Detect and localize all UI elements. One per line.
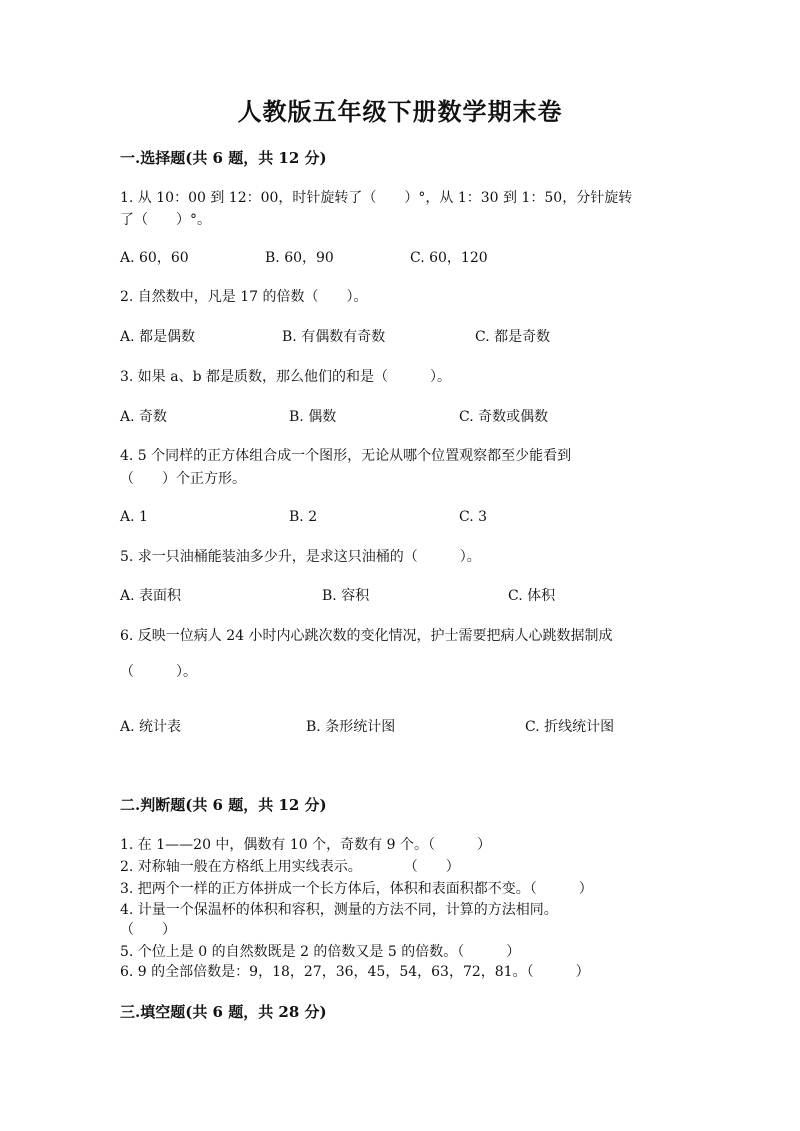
option-c: C. 都是奇数 <box>475 329 551 345</box>
question-5-line-1: 5. 求一只油桶能装油多少升，是求这只油桶的（ ）。 <box>120 549 481 565</box>
option-a: A. 统计表 <box>120 719 182 735</box>
option-b: B. 60，90 <box>265 250 334 266</box>
option-a: A. 1 <box>120 509 148 525</box>
section-heading-fill-in: 三.填空题(共 6 题，共 28 分) <box>120 1003 327 1021</box>
question-2-line-1: 2. 自然数中，凡是 17 的倍数（ ）。 <box>120 289 368 305</box>
option-c: C. 折线统计图 <box>525 719 615 735</box>
question-6-line-1: 6. 反映一位病人 24 小时内心跳次数的变化情况，护士需要把病人心跳数据制成 <box>120 628 613 644</box>
option-b: B. 条形统计图 <box>306 719 396 735</box>
judgement-item-2: 2. 对称轴一般在方格纸上用实线表示。 （ ） <box>120 859 460 875</box>
option-c: C. 60，120 <box>410 250 488 266</box>
option-b: B. 有偶数有奇数 <box>282 329 386 345</box>
question-6-line-2: （ ）。 <box>120 664 197 680</box>
question-3-options <box>120 406 720 428</box>
option-a: A. 60，60 <box>120 250 189 266</box>
judgement-item-5: 5. 个位上是 0 的自然数既是 2 的倍数又是 5 的倍数。（ ） <box>120 944 521 960</box>
question-4-line-1: 4. 5 个同样的正方体组合成一个图形，无论从哪个位置观察都至少能看到 <box>120 448 572 464</box>
option-a: A. 奇数 <box>120 409 168 425</box>
section-heading-judgement: 二.判断题(共 6 题，共 12 分) <box>120 796 327 814</box>
option-a: A. 表面积 <box>120 588 182 604</box>
judgement-item-1: 1. 在 1——20 中，偶数有 10 个，奇数有 9 个。（ ） <box>120 837 491 853</box>
option-b: B. 容积 <box>322 588 370 604</box>
judgement-item-3: 3. 把两个一样的正方体拼成一个长方体后，体积和表面积都不变。（ ） <box>120 881 593 897</box>
question-4-line-2: （ ）个正方形。 <box>120 471 246 487</box>
question-1-options <box>120 247 720 269</box>
judgement-item-6: 6. 9 的全部倍数是：9，18，27，36，45，54，63，72，81。（ ） <box>120 964 590 980</box>
question-2-options <box>120 326 720 348</box>
option-b: B. 2 <box>289 509 318 525</box>
option-a: A. 都是偶数 <box>120 329 196 345</box>
question-4-options <box>120 506 720 528</box>
option-c: C. 奇数或偶数 <box>459 409 549 425</box>
question-5-options <box>120 585 720 607</box>
question-6-options <box>120 716 720 738</box>
option-b: B. 偶数 <box>289 409 337 425</box>
option-c: C. 体积 <box>508 588 556 604</box>
judgement-item-4-blank: （ ） <box>120 922 176 938</box>
judgement-item-4: 4. 计量一个保温杯的体积和容积，测量的方法不同，计算的方法相同。 <box>120 902 558 918</box>
section-heading-choice: 一.选择题(共 6 题，共 12 分) <box>120 149 327 167</box>
option-c: C. 3 <box>459 509 488 525</box>
question-1-line-2: 了（ ）°。 <box>120 212 211 228</box>
question-1-line-1: 1. 从 10：00 到 12：00，时针旋转了（ ）°，从 1：30 到 1：50，分针旋转 <box>120 190 633 206</box>
question-3-line-1: 3. 如果 a、b 都是质数，那么他们的和是（ ）。 <box>120 369 452 385</box>
exam-title: 人教版五年级下册数学期末卷 <box>237 97 563 126</box>
